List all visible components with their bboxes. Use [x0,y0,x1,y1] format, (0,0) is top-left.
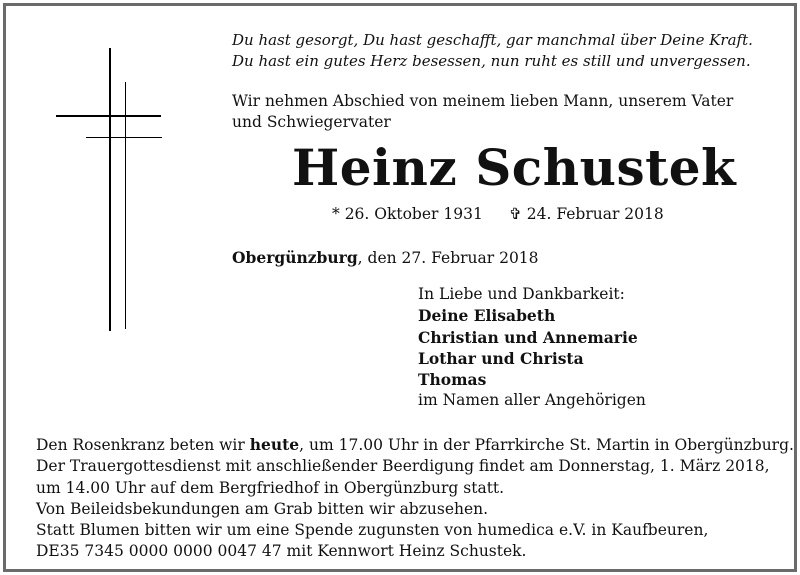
poem-line-2: Du hast ein gutes Herz besessen, nun ruht es still und unvergessen. [232,52,751,70]
poem-line-1: Du hast gesorgt, Du hast geschafft, gar manchmal über Deine Kraft. [232,31,753,49]
signatory-name: Christian und Annemarie [418,327,638,347]
death-date: 24. Februar 2018 [526,205,664,223]
signatory-name: Deine Elisabeth [418,306,556,326]
notice-line-6: DE35 7345 0000 0000 0047 47 mit Kennwort Heinz Schustek. [36,542,527,561]
deceased-name: Heinz Schustek [292,138,737,197]
intro-line-1: Wir nehmen Abschied von meinem lieben Mann, unserem Vater [232,92,734,110]
life-dates [332,204,664,224]
notice-line-4: Von Beileidsbekundungen am Grab bitten wir abzusehen. [36,499,489,518]
signatories-footer: im Namen aller Angehörigen [418,391,646,410]
intro-text [232,91,733,133]
notice-line-3: um 14.00 Uhr auf dem Bergfriedhof in Obergünzburg statt. [36,478,505,497]
birth-star-icon: * [332,205,340,223]
birth-date: 26. Oktober 1931 [344,205,483,223]
notice-line-1 [36,434,794,456]
notice-text: , um 17.00 Uhr in der Pfarrkirche St. Martin in Obergünzburg. [299,436,794,454]
intro-line-2: und Schwiegervater [232,113,391,131]
signatories-heading: In Liebe und Dankbarkeit: [418,285,625,303]
place-name: Obergünzburg [232,248,358,267]
place-date [232,248,539,268]
notice-emphasis: heute [249,435,300,454]
poem [232,30,753,72]
signatory-name: Thomas [418,370,487,390]
funeral-notice [36,434,794,563]
signatories [418,284,646,412]
obituary-frame [3,3,797,572]
death-cross-icon: ✞ [508,205,522,223]
date-text: , den 27. Februar 2018 [357,249,539,267]
signatory-name: Lothar und Christa [418,348,584,368]
notice-line-2: Der Trauergottesdienst mit anschließender Beerdigung findet am Donnerstag, 1. März 2018, [36,457,770,476]
notice-text: Den Rosenkranz beten wir [36,436,250,454]
notice-line-5: Statt Blumen bitten wir um eine Spende zugunsten von humedica e.V. in Kaufbeuren, [36,521,709,540]
